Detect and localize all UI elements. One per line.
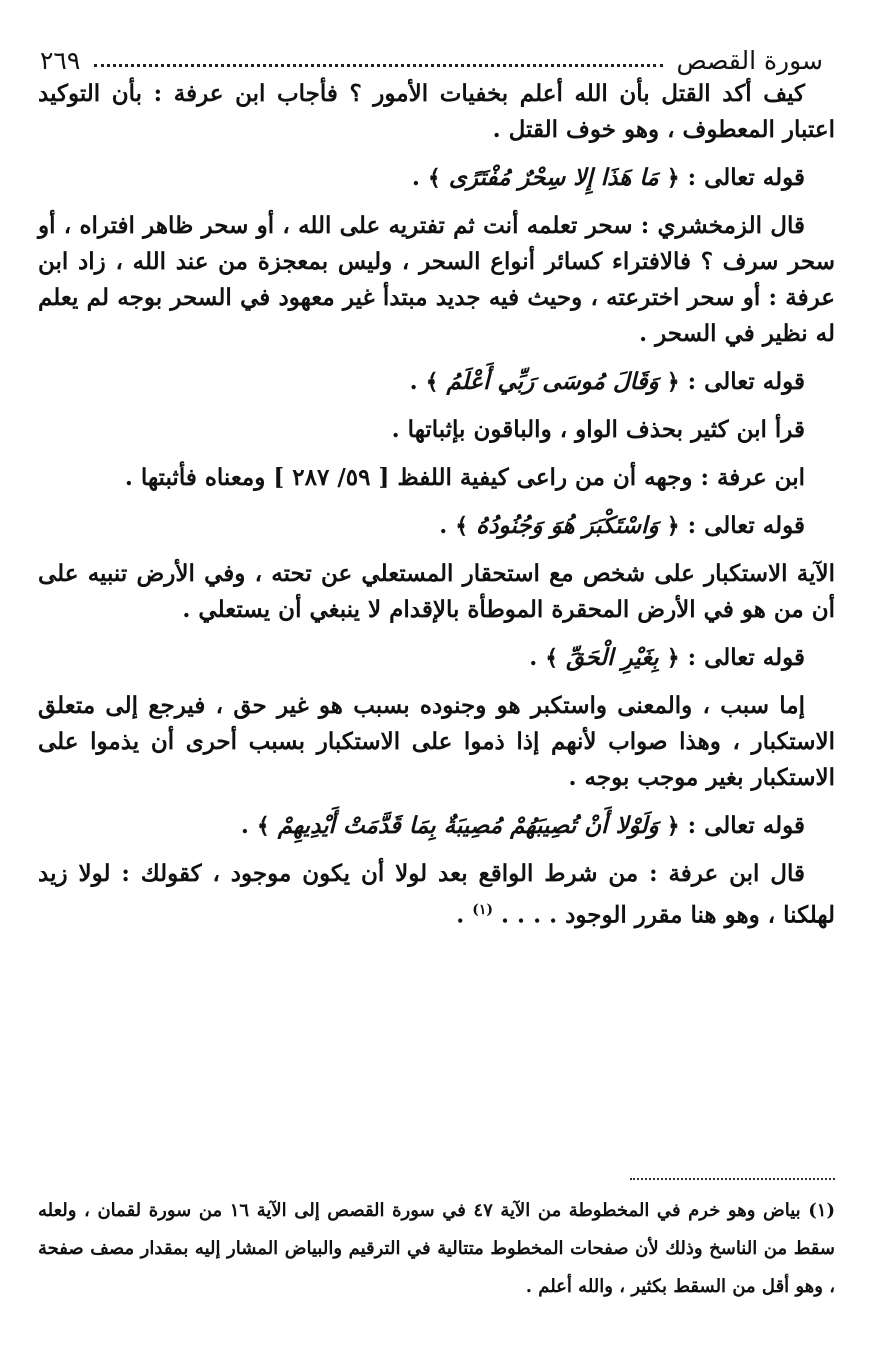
paragraph: إما سبب ، والمعنى واستكبر هو وجنوده بسبب هو غير حق ، فيرجع إلى متعلق الاستكبار ، وهذا صواب لأنهم إذا ذموا على الاستكبار بسبب أحرى أن يذموا على الاستكبار بغير موجب بوجه . (38, 692, 836, 791)
header-leader-dots (94, 64, 662, 67)
verse-prefix: قوله تعالى : (679, 644, 805, 671)
ayah-open-bracket: ﴿ (666, 645, 680, 671)
verse-line (38, 640, 835, 676)
surah-title: سورة القصص (676, 45, 823, 75)
verse-prefix: قوله تعالى : (679, 368, 805, 395)
paragraph: قال الزمخشري : سحر تعلمه أنت ثم تفتريه على الله ، أو سحر ظاهر افتراه ، أو سحر سرف ؟ فالافتراء كسائر أنواع السحر ، وليس بمعجزة من عند الله ، زاد ابن عرفة : أو سحر اخترعته ، وحيث فيه جديد مبتدأ غير معهود في السحر بوجه لم يعلم له نظير في السحر . (38, 212, 835, 347)
ayah-close-bracket: ﴾ (425, 369, 439, 395)
verse-line (38, 508, 835, 544)
quranic-verse: وَقَالَ مُوسَى رَبِّي أَعْلَمُ (438, 368, 667, 395)
paragraph-end: . (456, 901, 473, 929)
ayah-close-bracket: ﴾ (256, 813, 270, 839)
ayah-open-bracket: ﴿ (666, 513, 680, 539)
ayah-close-bracket: ﴾ (545, 645, 559, 671)
quranic-verse: وَاسْتَكْبَرَ هُوَ وَجُنُودُهُ (468, 512, 667, 539)
verse-suffix: . (240, 812, 257, 839)
ayah-open-bracket: ﴿ (666, 813, 680, 839)
verse-line (38, 364, 835, 400)
ayah-close-bracket: ﴾ (455, 513, 469, 539)
ayah-close-bracket: ﴾ (427, 165, 441, 191)
verse-prefix: قوله تعالى : (679, 164, 805, 191)
verse-suffix: . (409, 368, 426, 395)
footnote-separator (630, 1178, 835, 1180)
verse-suffix: . (439, 512, 456, 539)
verse-suffix: . (529, 644, 546, 671)
paragraph: كيف أكد القتل بأن الله أعلم بخفيات الأمور ؟ فأجاب ابن عرفة : بأن التوكيد اعتبار المعطوف ، وهو خوف القتل . (38, 80, 835, 143)
footnotes-section (38, 1192, 835, 1306)
quranic-verse: وَلَوْلا أَنْ تُصِيبَهُمْ مُصِيبَةٌ بِمَا قَدَّمَتْ أَيْدِيهِمْ (269, 812, 667, 839)
verse-line (38, 160, 835, 196)
verse-prefix: قوله تعالى : (679, 812, 805, 839)
quranic-verse: بِغَيْرِ الْحَقِّ (558, 644, 667, 671)
footnote: (١) بياض وهو خرم في المخطوطة من الآية ٤٧ في سورة القصص إلى الآية ١٦ من سورة لقمان ، ولعله سقط من الناسخ وذلك لأن صفحات المخطوط متتالية في الترقيم والبياض المشار إليه بمقدار مصف صفحة ، وهو أقل من السقط بكثير ، والله أعلم . (38, 1200, 835, 1297)
page-number: ٢٦٩ (40, 45, 81, 75)
quranic-verse: مَا هَذَا إِلا سِحْرٌ مُفْتَرًى (440, 164, 667, 191)
verse-line (38, 808, 835, 844)
paragraph: قرأ ابن كثير بحذف الواو ، والباقون بإثباتها . (391, 416, 805, 443)
running-header (40, 40, 823, 80)
footnote-reference[interactable]: (١) (472, 902, 494, 918)
paragraph: ابن عرفة : وجهه أن من راعى كيفية اللفظ [ ٥٩/ ٢٨٧ ] ومعناه فأثبتها . (124, 464, 805, 491)
verse-prefix: قوله تعالى : (679, 512, 805, 539)
ayah-open-bracket: ﴿ (666, 369, 680, 395)
paragraph: الآية الاستكبار على شخص مع استحقار المستعلي عن تحته ، وفي الأرض تنبيه على أن من هو في الأرض المحقرة الموطأة بالإقدام لا ينبغي أن يستعلي . (38, 560, 835, 623)
ayah-open-bracket: ﴿ (666, 165, 680, 191)
paragraph-text: قال ابن عرفة : من شرط الواقع بعد لولا أن يكون موجود ، كقولك : لولا زيد لهلكنا ، وهو هنا مقرر الوجود . . . . (38, 860, 835, 929)
verse-suffix: . (411, 164, 428, 191)
paragraph (38, 856, 835, 934)
main-text (38, 76, 835, 946)
